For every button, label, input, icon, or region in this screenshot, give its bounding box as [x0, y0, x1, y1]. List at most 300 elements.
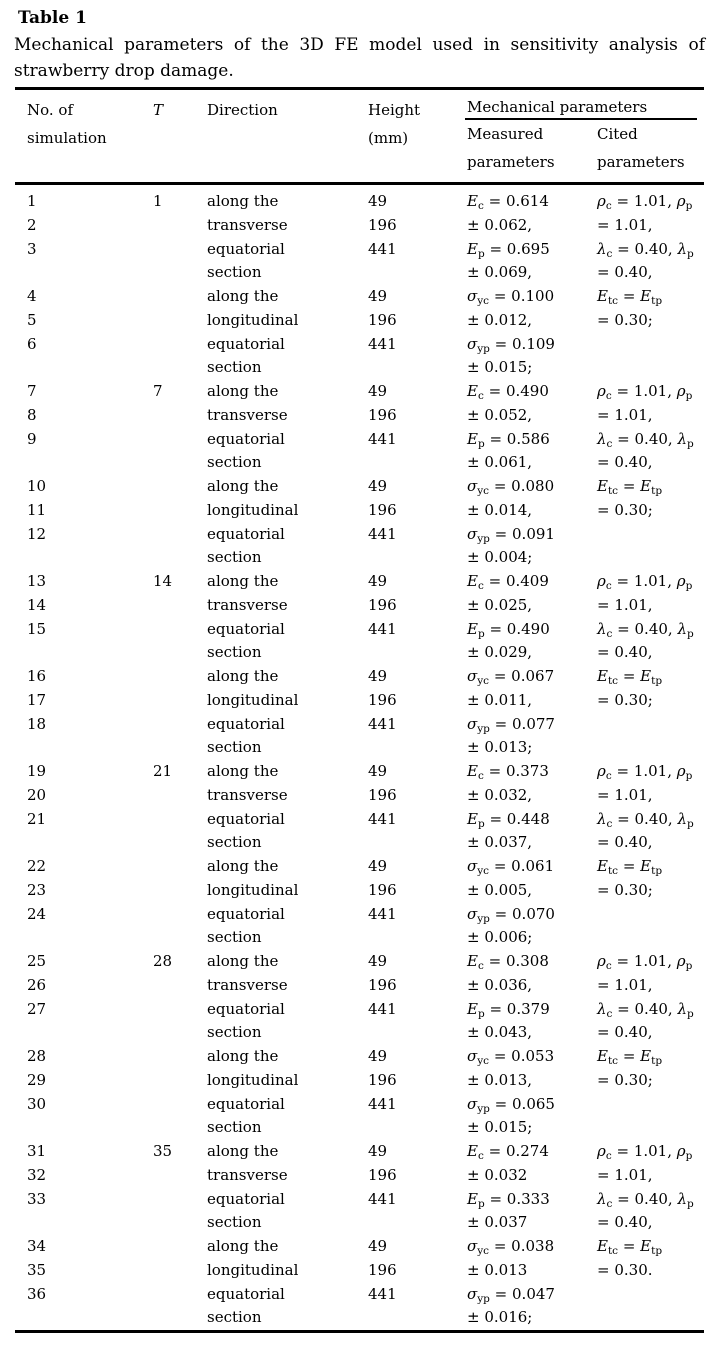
table-cell — [153, 523, 207, 547]
table-cell: longitudinal — [207, 880, 299, 899]
table-cell: ± 0.006; — [467, 928, 533, 947]
table-cell — [15, 1306, 153, 1330]
col-group-label: Mechanical parameters — [467, 98, 648, 116]
table-cell — [153, 404, 207, 428]
table-cell: $\rho_c = 1.01$, $\rho_p$ — [597, 952, 693, 972]
table-cell: 196 — [368, 785, 397, 804]
table-cell: $E_c = 0.614$ — [467, 192, 549, 212]
table-cell: 15 — [27, 619, 47, 638]
table-cell — [153, 1211, 207, 1235]
table-cell — [597, 523, 704, 547]
table-cell: $\rho_c = 1.01$, $\rho_p$ — [597, 382, 693, 402]
table-cell: 196 — [368, 975, 397, 994]
table-cell — [153, 1116, 207, 1140]
table-row — [15, 665, 704, 689]
table-cell: 14 — [27, 595, 47, 614]
table-cell: 49 — [368, 572, 388, 590]
table-cell: ± 0.069, — [467, 263, 533, 282]
table-cell: 49 — [368, 857, 388, 875]
table-cell: ± 0.036, — [467, 975, 533, 994]
table-cell: 441 — [368, 619, 397, 638]
table-row — [15, 1021, 704, 1045]
table-row — [15, 974, 704, 998]
table-cell: = 1.01, — [597, 215, 653, 234]
table-cell — [153, 285, 207, 309]
table-cell: = 0.40, — [597, 1023, 653, 1042]
table-row — [15, 1164, 704, 1188]
col-header-height: Height (mm) — [368, 101, 421, 147]
table-cell — [368, 261, 467, 285]
table-cell: 22 — [27, 857, 47, 875]
table-cell — [153, 333, 207, 357]
col-group-mechanical-parameters — [467, 96, 704, 182]
table-cell: along the — [207, 477, 279, 495]
table-cell: transverse — [207, 405, 288, 424]
table-cell: equatorial — [207, 334, 285, 353]
table-cell: = 0.40, — [597, 453, 653, 472]
table-cell: ± 0.012, — [467, 310, 533, 329]
table-cell: 26 — [27, 975, 47, 994]
table-cell: ± 0.029, — [467, 643, 533, 662]
table-cell — [15, 736, 153, 760]
table-cell — [15, 546, 153, 570]
table-cell: section — [207, 1308, 262, 1327]
table-cell: ± 0.037, — [467, 833, 533, 852]
table-cell — [15, 926, 153, 950]
table-cell: 196 — [368, 690, 397, 709]
table-cell — [153, 594, 207, 618]
table-cell: 49 — [368, 477, 388, 495]
table-cell — [153, 641, 207, 665]
table-cell — [368, 1211, 467, 1235]
table-cell: = 0.30; — [597, 500, 653, 519]
table-cell: 1 — [27, 192, 37, 210]
table-cell — [597, 736, 704, 760]
table-row — [15, 1188, 704, 1212]
table-cell — [597, 1093, 704, 1117]
table-cell: transverse — [207, 975, 288, 994]
table-row — [15, 404, 704, 428]
table-row — [15, 1306, 704, 1330]
table-row — [15, 926, 704, 950]
table-cell: = 1.01, — [597, 785, 653, 804]
table-cell — [368, 926, 467, 950]
table-cell: 49 — [368, 287, 388, 305]
table-cell — [368, 736, 467, 760]
table-cell: equatorial — [207, 1094, 285, 1113]
table-cell: along the — [207, 1142, 279, 1160]
table-cell: 17 — [27, 690, 47, 709]
table-cell: 13 — [27, 572, 47, 590]
table-cell: $E_c = 0.490$ — [467, 382, 549, 402]
table-cell — [15, 1211, 153, 1235]
table-row — [15, 831, 704, 855]
table-cell: 10 — [27, 477, 47, 495]
table-cell: section — [207, 1213, 262, 1232]
table-cell — [597, 333, 704, 357]
table-cell: $E_p = 0.448$ — [467, 809, 550, 830]
table-cell: 36 — [27, 1284, 47, 1303]
table-cell: equatorial — [207, 429, 285, 448]
table-cell — [597, 1283, 704, 1307]
table-row — [15, 689, 704, 713]
table-cell: = 1.01, — [597, 595, 653, 614]
table-cell — [153, 1069, 207, 1093]
table-cell: 24 — [27, 904, 47, 923]
table-cell: $E_{tc} = E_{tp}$ — [597, 477, 663, 497]
table-cell: longitudinal — [207, 310, 299, 329]
table-cell: 49 — [368, 952, 388, 970]
table-cell: 2 — [27, 215, 37, 234]
table-cell: $\lambda_c = 0.40$, $\lambda_p$ — [597, 429, 694, 450]
col-header-cited-parameters: Cited parameters — [597, 125, 685, 171]
table-cell — [597, 713, 704, 737]
table-cell: $E_{tc} = E_{tp}$ — [597, 1237, 663, 1257]
table-cell: $\sigma_{yc} = 0.080$ — [467, 477, 555, 497]
table-row — [15, 285, 704, 309]
table-cell: equatorial — [207, 1189, 285, 1208]
table-row — [15, 428, 704, 452]
table-cell: 441 — [368, 714, 397, 733]
table-cell: 29 — [27, 1070, 47, 1089]
table-cell: $E_p = 0.490$ — [467, 619, 550, 640]
table-cell: longitudinal — [207, 1070, 299, 1089]
table-cell: = 0.40, — [597, 1213, 653, 1232]
table-cell: = 1.01, — [597, 975, 653, 994]
table-cell: $E_{tc} = E_{tp}$ — [597, 667, 663, 687]
table-cell: 441 — [368, 1189, 397, 1208]
table-cell: $\sigma_{yc} = 0.053$ — [467, 1047, 555, 1067]
table-cell: 31 — [27, 1142, 47, 1160]
table-row — [15, 380, 704, 404]
table-cell: $\sigma_{yp} = 0.047$ — [467, 1284, 555, 1305]
table-cell: 6 — [27, 334, 37, 353]
table-cell: ± 0.032, — [467, 785, 533, 804]
table-cell: 7 — [153, 382, 163, 400]
table-cell: section — [207, 548, 262, 567]
table-cell: 28 — [153, 952, 173, 970]
table-row — [15, 1069, 704, 1093]
table-body — [15, 185, 704, 1330]
table-cell: 441 — [368, 239, 397, 258]
table-cell: ± 0.062, — [467, 215, 533, 234]
table-cell: section — [207, 358, 262, 377]
table-cell — [153, 618, 207, 642]
parameters-table — [15, 87, 704, 1333]
table-cell: $\lambda_c = 0.40$, $\lambda_p$ — [597, 809, 694, 830]
table-cell: $E_p = 0.379$ — [467, 999, 550, 1020]
col-header-measured-parameters: Measured parameters — [467, 125, 555, 171]
table-cell: 441 — [368, 524, 397, 543]
table-cell — [153, 736, 207, 760]
table-cell — [153, 689, 207, 713]
table-cell: equatorial — [207, 904, 285, 923]
table-cell: 19 — [27, 762, 47, 780]
table-cell: 49 — [368, 762, 388, 780]
table-cell — [153, 879, 207, 903]
table-cell: 34 — [27, 1237, 47, 1255]
table-row — [15, 546, 704, 570]
table-cell: 196 — [368, 500, 397, 519]
table-cell: $E_{tc} = E_{tp}$ — [597, 287, 663, 307]
table-cell: = 1.01, — [597, 405, 653, 424]
table-cell: 49 — [368, 1142, 388, 1160]
table-cell: ± 0.061, — [467, 453, 533, 472]
table-cell: 1 — [153, 192, 163, 210]
table-cell — [153, 309, 207, 333]
table-cell — [153, 1235, 207, 1259]
table-cell: ± 0.013 — [467, 1260, 528, 1279]
table-cell — [153, 998, 207, 1022]
table-row — [15, 1140, 704, 1164]
table-cell: = 0.40, — [597, 643, 653, 662]
table-row — [15, 261, 704, 285]
table-title: Table 1 — [18, 8, 87, 28]
table-cell: $\sigma_{yc} = 0.100$ — [467, 287, 555, 307]
table-cell: $E_{tc} = E_{tp}$ — [597, 1047, 663, 1067]
table-cell — [368, 356, 467, 380]
table-cell: 7 — [27, 382, 37, 400]
table-row — [15, 1116, 704, 1140]
table-row — [15, 736, 704, 760]
table-cell: section — [207, 643, 262, 662]
table-cell — [153, 1306, 207, 1330]
table-cell: 3 — [27, 239, 37, 258]
table-cell — [368, 641, 467, 665]
table-cell: 11 — [27, 500, 47, 519]
table-cell: 196 — [368, 215, 397, 234]
table-cell: 30 — [27, 1094, 47, 1113]
table-cell: 441 — [368, 334, 397, 353]
table-cell — [153, 1093, 207, 1117]
table-cell: ± 0.005, — [467, 880, 533, 899]
table-cell: ± 0.011, — [467, 690, 533, 709]
table-cell: 21 — [27, 809, 47, 828]
table-cell: 196 — [368, 880, 397, 899]
table-cell: transverse — [207, 595, 288, 614]
table-cell: equatorial — [207, 809, 285, 828]
table-cell: = 0.40, — [597, 833, 653, 852]
table-cell: equatorial — [207, 619, 285, 638]
table-row — [15, 570, 704, 594]
table-cell: 33 — [27, 1189, 47, 1208]
table-row — [15, 808, 704, 832]
table-cell: ± 0.004; — [467, 548, 533, 567]
table-cell: ± 0.013, — [467, 1070, 533, 1089]
table-cell: along the — [207, 667, 279, 685]
table-cell: 196 — [368, 595, 397, 614]
table-cell: $\sigma_{yp} = 0.077$ — [467, 714, 555, 735]
table-row — [15, 523, 704, 547]
table-cell — [153, 1283, 207, 1307]
table-caption: Mechanical parameters of the 3D FE model used in sensitivity analysis of strawberry drop damage. — [14, 35, 705, 81]
table-cell — [153, 475, 207, 499]
table-cell: 49 — [368, 192, 388, 210]
table-cell — [368, 1306, 467, 1330]
table-cell: along the — [207, 382, 279, 400]
table-cell — [153, 713, 207, 737]
table-cell: 5 — [27, 310, 37, 329]
table-cell — [597, 1116, 704, 1140]
table-cell — [153, 499, 207, 523]
table-cell: section — [207, 263, 262, 282]
table-cell: transverse — [207, 1165, 288, 1184]
table-cell: $E_p = 0.695$ — [467, 239, 550, 260]
table-cell: 32 — [27, 1165, 47, 1184]
table-cell — [368, 831, 467, 855]
table-cell: $\lambda_c = 0.40$, $\lambda_p$ — [597, 619, 694, 640]
table-row — [15, 1259, 704, 1283]
table-cell — [15, 1021, 153, 1045]
table-cell: $\rho_c = 1.01$, $\rho_p$ — [597, 192, 693, 212]
table-cell: 8 — [27, 405, 37, 424]
table-cell: 441 — [368, 1094, 397, 1113]
table-cell — [597, 356, 704, 380]
table-cell — [597, 903, 704, 927]
table-cell: along the — [207, 1047, 279, 1065]
table-row — [15, 903, 704, 927]
table-cell: $E_c = 0.373$ — [467, 762, 549, 782]
table-cell: along the — [207, 857, 279, 875]
table-cell: section — [207, 833, 262, 852]
table-cell: $\sigma_{yp} = 0.070$ — [467, 904, 555, 925]
table-cell — [368, 546, 467, 570]
table-cell: section — [207, 453, 262, 472]
table-row — [15, 356, 704, 380]
table-cell: = 0.30; — [597, 310, 653, 329]
table-cell: section — [207, 928, 262, 947]
table-cell — [153, 261, 207, 285]
table-cell — [153, 356, 207, 380]
table-cell: 18 — [27, 714, 47, 733]
table-cell — [368, 1116, 467, 1140]
table-cell: 441 — [368, 999, 397, 1018]
table-cell: ± 0.014, — [467, 500, 533, 519]
table-cell: section — [207, 1023, 262, 1042]
table-cell: 49 — [368, 1047, 388, 1065]
table-cell: $\rho_c = 1.01$, $\rho_p$ — [597, 1142, 693, 1162]
table-cell: 196 — [368, 1165, 397, 1184]
table-cell: ± 0.032 — [467, 1165, 528, 1184]
table-cell: = 1.01, — [597, 1165, 653, 1184]
table-cell: ± 0.015; — [467, 358, 533, 377]
table-cell: 23 — [27, 880, 47, 899]
table-cell: 12 — [27, 524, 47, 543]
table-cell: 27 — [27, 999, 47, 1018]
table-cell: equatorial — [207, 714, 285, 733]
table-cell — [15, 451, 153, 475]
table-cell — [153, 238, 207, 262]
table-cell: $\sigma_{yc} = 0.038$ — [467, 1237, 555, 1257]
table-cell — [153, 546, 207, 570]
table-cell: $\lambda_c = 0.40$, $\lambda_p$ — [597, 999, 694, 1020]
table-cell: longitudinal — [207, 690, 299, 709]
table-row — [15, 1283, 704, 1307]
table-row — [15, 238, 704, 262]
table-row — [15, 1211, 704, 1235]
table-cell: $\sigma_{yp} = 0.065$ — [467, 1094, 555, 1115]
table-row — [15, 475, 704, 499]
col-header-no-of-simulation: No. of simulation — [27, 101, 107, 147]
table-cell: ± 0.043, — [467, 1023, 533, 1042]
table-cell — [15, 831, 153, 855]
table-header — [15, 90, 704, 182]
table-cell: equatorial — [207, 239, 285, 258]
table-row — [15, 1093, 704, 1117]
table-cell: ± 0.037 — [467, 1213, 528, 1232]
table-row — [15, 1045, 704, 1069]
table-cell: section — [207, 1118, 262, 1137]
table-cell: $\sigma_{yp} = 0.091$ — [467, 524, 555, 545]
table-cell — [153, 1045, 207, 1069]
table-cell: along the — [207, 1237, 279, 1255]
table-cell — [153, 428, 207, 452]
table-row — [15, 1235, 704, 1259]
table-cell: ± 0.052, — [467, 405, 533, 424]
table-cell — [153, 665, 207, 689]
table-cell: 49 — [368, 382, 388, 400]
table-cell: 441 — [368, 809, 397, 828]
table-cell: $E_c = 0.409$ — [467, 572, 549, 592]
table-cell: 441 — [368, 429, 397, 448]
table-row — [15, 594, 704, 618]
table-cell: 196 — [368, 310, 397, 329]
table-cell — [153, 214, 207, 238]
table-rule-bottom — [15, 1330, 704, 1333]
table-cell — [15, 1116, 153, 1140]
table-cell: $\sigma_{yc} = 0.067$ — [467, 667, 555, 687]
table-cell: along the — [207, 952, 279, 970]
table-cell — [153, 926, 207, 950]
table-row — [15, 451, 704, 475]
table-cell: $\sigma_{yc} = 0.061$ — [467, 857, 555, 877]
table-cell: $E_p = 0.333$ — [467, 1189, 550, 1210]
table-cell: = 0.30. — [597, 1260, 653, 1279]
table-cell — [15, 356, 153, 380]
table-cell: $\lambda_c = 0.40$, $\lambda_p$ — [597, 239, 694, 260]
table-cell: = 0.30; — [597, 1070, 653, 1089]
table-cell: 49 — [368, 1237, 388, 1255]
table-row — [15, 855, 704, 879]
table-cell: = 0.30; — [597, 690, 653, 709]
table-cell: $E_c = 0.308$ — [467, 952, 549, 972]
table-cell — [597, 546, 704, 570]
table-cell: ± 0.013; — [467, 738, 533, 757]
table-cell: 16 — [27, 667, 47, 685]
table-cell: $E_{tc} = E_{tp}$ — [597, 857, 663, 877]
table-row — [15, 333, 704, 357]
table-row — [15, 760, 704, 784]
table-cell: 35 — [27, 1260, 47, 1279]
table-cell: 20 — [27, 785, 47, 804]
table-cell: = 0.40, — [597, 263, 653, 282]
table-cell — [597, 1306, 704, 1330]
table-cell — [153, 451, 207, 475]
table-cell: 4 — [27, 287, 37, 305]
table-row — [15, 214, 704, 238]
table-cell: along the — [207, 192, 279, 210]
table-cell: along the — [207, 287, 279, 305]
table-cell — [15, 641, 153, 665]
table-cell: $E_c = 0.274$ — [467, 1142, 549, 1162]
table-cell — [153, 1259, 207, 1283]
table-cell: 196 — [368, 1260, 397, 1279]
table-cell — [153, 784, 207, 808]
table-cell: along the — [207, 572, 279, 590]
table-row — [15, 499, 704, 523]
table-cell: equatorial — [207, 1284, 285, 1303]
table-cell: 25 — [27, 952, 47, 970]
